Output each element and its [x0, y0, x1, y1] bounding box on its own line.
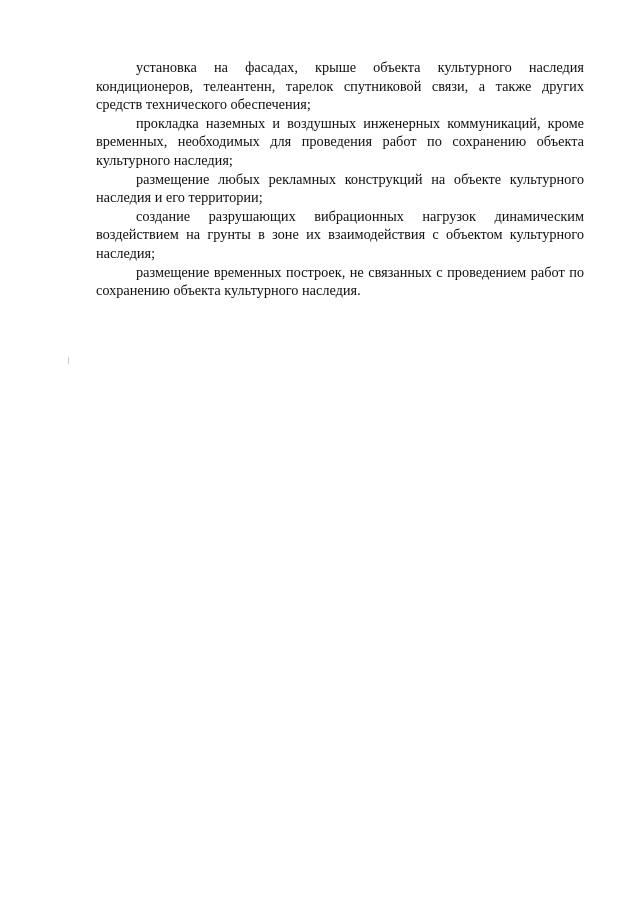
paragraph-facade-installation: установка на фасадах, крыше объекта культурного наследия кондиционеров, телеантенн, тарелок спутниковой связи, а также других средств технического обеспечения; [96, 60, 584, 114]
paragraph-temporary-buildings: размещение временных построек, не связанных с проведением работ по сохранению объекта культурного наследия. [96, 264, 584, 300]
paragraph-vibration-loads: создание разрушающих вибрационных нагрузок динамическим воздействием на грунты в зоне их взаимодействия с объектом культурного наследия; [96, 208, 584, 262]
scan-margin-mark [68, 357, 69, 364]
document-body [96, 59, 584, 301]
paragraph-utility-lines: прокладка наземных и воздушных инженерных коммуникаций, кроме временных, необходимых для проведения работ по сохранению объекта культурного наследия; [96, 115, 584, 169]
paragraph-advertising-structures: размещение любых рекламных конструкций на объекте культурного наследия и его территории; [96, 171, 584, 207]
